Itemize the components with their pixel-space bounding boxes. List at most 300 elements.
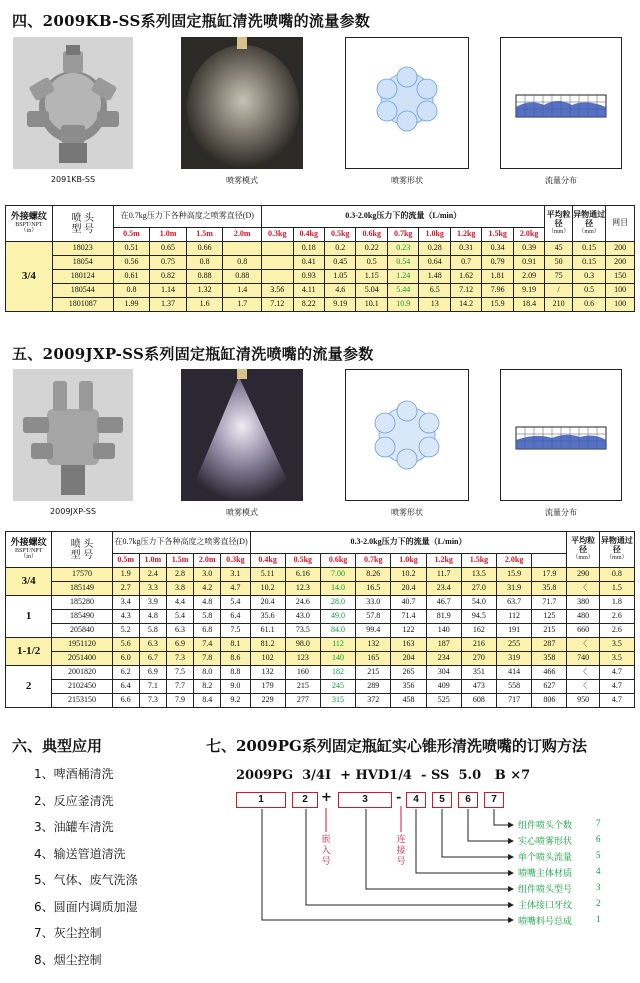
flow-cell: 10.1 [356,298,387,312]
flow-cell: 0.5 [356,256,387,270]
table-row [6,270,635,284]
pressure-col-6: 1.2kg [426,554,461,568]
value-cell: 1.9 [112,568,139,582]
spray-pattern-photo-2 [181,369,303,501]
application-list [34,765,138,977]
section6-title: 六、典型应用 [12,737,103,755]
legend-index: 6 [596,834,601,844]
flow-cell: 0.41 [293,256,324,270]
value-cell: 627 [532,680,567,694]
value-cell: 43.0 [285,610,320,624]
value-cell: 17.9 [532,568,567,582]
order-box-4: 4 [406,792,426,808]
value-cell: 4.8 [139,610,166,624]
diameter-cell: 0.8 [186,256,223,270]
value-cell: 7.5 [166,666,193,680]
value-cell: 5.8 [194,610,221,624]
value-cell: 13.5 [461,568,496,582]
diameter-cell: 1.37 [150,298,187,312]
flow-cell: 1.15 [356,270,387,284]
model-cell: 2153150 [52,694,112,708]
thread-value: 3/4 [6,568,52,596]
value-cell: 9.2 [221,694,250,708]
value-cell: 81.2 [250,638,285,652]
value-cell: 2.7 [112,582,139,596]
value-cell: 351 [461,666,496,680]
value-cell: 289 [356,680,391,694]
value-cell: 98.0 [285,638,320,652]
height-col-1: 1.0m [150,228,187,242]
list-item: 8、烟尘控制 [34,952,102,967]
value-cell: 6.0 [112,652,139,666]
mesh-cell: 200 [606,256,635,270]
value-cell: 525 [426,694,461,708]
value-cell: 73.5 [285,624,320,638]
nozzle-kb-photo [13,37,133,169]
flow-cell: 1.81 [482,270,513,284]
passage-cell: 1.5 [599,582,634,596]
value-cell: 4.4 [166,596,193,610]
model-cell: 205840 [52,624,112,638]
value-cell: 229 [250,694,285,708]
table-row [6,610,635,624]
spray-pattern-photo [181,37,303,169]
flow-cell: 0.91 [513,256,545,270]
passage-header: 异物通过径 （mm） [572,206,606,242]
caption-flow-dist: 流量分布 [545,176,577,185]
model-cell: 180124 [52,270,113,284]
section5-flow-table [5,531,635,708]
nozzle-jxp-photo [13,369,133,501]
pressure-col-0: 0.3kg [221,554,250,568]
value-cell: 5.4 [166,610,193,624]
value-cell: 102 [250,652,285,666]
flow-cell: 0.18 [293,242,324,256]
value-cell: 182 [320,666,355,680]
dash-sign: - [396,790,402,805]
table-row [6,596,635,610]
value-cell: 7.7 [166,680,193,694]
legend-index: 1 [596,914,601,924]
table-row [6,624,635,638]
passage-cell: 0.15 [572,242,606,256]
section5-title: 五、2009JXP-SS系列固定瓶缸清洗喷嘴的流量参数 [12,345,374,363]
list-item: 7、灰尘控制 [34,926,102,940]
value-cell: 8.1 [221,638,250,652]
pressure-col-8: 2.0kg [497,554,532,568]
flow-cell: 0.22 [356,242,387,256]
passage-cell: 4.7 [599,680,634,694]
diameter-cell: 0.8 [223,256,262,270]
value-cell: 6.3 [139,638,166,652]
passage-cell: 0.3 [572,270,606,284]
value-cell: 6.9 [166,638,193,652]
flow-cell: 1.05 [325,270,356,284]
order-code: 2009PG 3/4I + HVD1/4 - SS 5.0 B ×7 [236,768,531,783]
pressure-col-5: 1.0kg [391,554,426,568]
value-cell: 215 [285,680,320,694]
value-cell: 8.4 [194,694,221,708]
value-cell: 358 [532,652,567,666]
size-cell: 〈 [567,638,599,652]
diameter-cell: 0.8 [113,284,150,298]
table-row [6,666,635,680]
value-cell: 6.4 [221,610,250,624]
list-item: 5、气体、废气洗涤 [34,873,138,887]
caption-spray-mode-2: 喷雾模式 [226,508,258,517]
legend-label: 组件喷头个数 [518,821,573,831]
diameter-cell: 1.99 [113,298,150,312]
height-col-2: 1.5m [166,554,193,568]
value-cell: 4.3 [112,610,139,624]
flow-cell: 18.4 [513,298,545,312]
diameter-cell: 0.61 [113,270,150,284]
flow-cell: 0.54 [387,256,418,270]
pressure-col-7: 1.5kg [482,228,513,242]
model-cell: 2001820 [52,666,112,680]
embed-number-label: 嵌入号 [321,835,331,867]
diameter-header-2: 在0.7kg压力下各种高度之喷雾直径(D) [112,532,250,554]
height-col-2: 1.5m [186,228,223,242]
passage-cell: 3.5 [599,652,634,666]
flow-cell: 13 [419,298,450,312]
value-cell: 49.0 [320,610,355,624]
value-cell: 270 [461,652,496,666]
model-cell: 2102450 [52,680,112,694]
value-cell: 81.9 [426,610,461,624]
value-cell: 6.3 [166,624,193,638]
value-cell: 414 [497,666,532,680]
value-cell: 473 [461,680,496,694]
legend-index: 2 [596,898,601,908]
flow-cell: 0.79 [482,256,513,270]
value-cell: 31.9 [497,582,532,596]
value-cell: 23.4 [426,582,461,596]
thread-header: 外接螺纹 BSPT/NPT （in） [6,206,53,242]
value-cell: 7.1 [139,680,166,694]
model-cell: 18054 [52,256,113,270]
size-cell: 950 [567,694,599,708]
pressure-col-4: 0.7kg [356,554,391,568]
value-cell: 112 [320,638,355,652]
value-cell: 215 [356,666,391,680]
value-cell: 234 [426,652,461,666]
flow-cell: 5.44 [387,284,418,298]
thread-value: 3/4 [6,242,53,312]
size-cell: 480 [567,610,599,624]
model-cell: 1801087 [52,298,113,312]
passage-cell: 0.8 [599,568,634,582]
value-cell: 8.8 [221,666,250,680]
value-cell: 8.6 [221,652,250,666]
flow-cell: 7.12 [262,298,293,312]
pressure-col-5: 1.0kg [419,228,450,242]
pressure-col-3: 0.6kg [356,228,387,242]
legend-label: 单个喷头流量 [518,853,573,863]
flow-cell: 1.24 [387,270,418,284]
value-cell: 7.5 [221,624,250,638]
value-cell: 191 [497,624,532,638]
value-cell: 160 [285,666,320,680]
caption-product-2: 2009JXP-SS [50,507,96,516]
size-cell: 〈 [567,666,599,680]
droplet-size-header: 平均粒径 （mm） [545,206,572,242]
mesh-cell: 100 [606,284,635,298]
list-item: 1、啤酒桶清洗 [34,767,114,781]
value-cell: 61.1 [250,624,285,638]
value-cell: 162 [461,624,496,638]
table-row [6,568,635,582]
value-cell: 3.9 [139,596,166,610]
value-cell: 6.4 [112,680,139,694]
value-cell: 5.2 [112,624,139,638]
section7-title: 七、2009PG系列固定瓶缸实心锥形清洗喷嘴的订购方法 [206,737,587,755]
caption-flow-dist-2: 流量分布 [545,508,577,517]
flow-cell: 4.6 [325,284,356,298]
plus-sign: + [321,790,332,805]
flow-cell: 3.56 [262,284,293,298]
value-cell: 4.7 [221,582,250,596]
value-cell: 6.8 [194,624,221,638]
droplet-size-header-2: 平均粒径 （mm） [567,532,599,568]
diameter-cell: 0.66 [186,242,223,256]
value-cell: 356 [391,680,426,694]
flow-cell: 9.19 [325,298,356,312]
thread-header-2: 外接螺纹 BSPT/NPT （in） [6,532,52,568]
value-cell: 112 [497,610,532,624]
value-cell: 57.8 [356,610,391,624]
passage-cell: 0.15 [572,256,606,270]
table-row [6,694,635,708]
flow-cell: 0.28 [419,242,450,256]
thread-value: 1-1/2 [6,638,52,666]
table-row [6,638,635,652]
order-box-5: 5 [432,792,452,808]
value-cell: 12.3 [285,582,320,596]
value-cell: 8.26 [356,568,391,582]
legend-label: 实心喷雾形状 [518,837,573,847]
pressure-col-8: 2.0kg [513,228,545,242]
size-cell: 740 [567,652,599,666]
value-cell: 4.8 [194,596,221,610]
value-cell: 11.7 [426,568,461,582]
value-cell: 187 [426,638,461,652]
flow-cell: 9.19 [513,284,545,298]
value-cell: 6.7 [139,652,166,666]
value-cell: 315 [320,694,355,708]
flow-cell: 2.09 [513,270,545,284]
size-cell: 45 [545,242,572,256]
size-cell: / [545,284,572,298]
value-cell: 7.00 [320,568,355,582]
value-cell: 6.2 [112,666,139,680]
flow-cell: 1.48 [419,270,450,284]
value-cell: 14.0 [320,582,355,596]
value-cell: 46.7 [426,596,461,610]
model-cell: 180544 [52,284,113,298]
value-cell: 6.9 [139,666,166,680]
value-cell: 717 [497,694,532,708]
diameter-cell: 0.82 [150,270,187,284]
value-cell: 71.7 [532,596,567,610]
model-header-2: 喷 头 型 号 [52,532,112,568]
pressure-col-4: 0.7kg [387,228,418,242]
value-cell: 3.3 [139,582,166,596]
value-cell: 84.0 [320,624,355,638]
value-cell: 5.6 [112,638,139,652]
diameter-cell [223,242,262,256]
height-col-0: 0.5m [113,228,150,242]
size-cell: 660 [567,624,599,638]
value-cell: 3.4 [112,596,139,610]
value-cell: 179 [250,680,285,694]
flow-cell [262,256,293,270]
diameter-cell: 1.6 [186,298,223,312]
value-cell: 8.2 [194,680,221,694]
value-cell: 608 [461,694,496,708]
model-cell: 17570 [52,568,112,582]
diameter-cell: 1.32 [186,284,223,298]
value-cell: 125 [532,610,567,624]
mesh-cell: 150 [606,270,635,284]
diameter-cell: 0.88 [223,270,262,284]
value-cell: 10.2 [250,582,285,596]
legend-label: 喷嘴料号总成 [518,917,573,927]
value-cell: 15.9 [497,568,532,582]
flow-cell: 0.39 [513,242,545,256]
value-cell: 123 [285,652,320,666]
list-item: 4、输送管道清洗 [34,846,126,861]
value-cell: 8.0 [194,666,221,680]
flow-cell: 8.22 [293,298,324,312]
pressure-col-6: 1.2kg [450,228,481,242]
diameter-cell: 0.51 [113,242,150,256]
size-cell: 290 [567,568,599,582]
pressure-col-0: 0.3kg [262,228,293,242]
caption-spray-mode: 喷雾模式 [226,176,258,185]
value-cell: 35.8 [532,582,567,596]
value-cell: 319 [497,652,532,666]
value-cell: 466 [532,666,567,680]
order-box-2: 2 [292,792,318,808]
caption-spray-shape-2: 喷雾形状 [391,508,423,517]
model-cell: 185149 [52,582,112,596]
table-row [6,652,635,666]
diameter-cell: 0.75 [150,256,187,270]
legend-index: 3 [596,882,601,892]
thread-value: 2 [6,666,52,708]
value-cell: 5.11 [250,568,285,582]
value-cell: 245 [320,680,355,694]
legend-label: 组件喷头型号 [518,885,573,895]
legend-label: 喷嘴主体材质 [518,869,573,879]
order-box-3: 3 [338,792,392,808]
value-cell: 132 [356,638,391,652]
value-cell: 7.3 [139,694,166,708]
section4-flow-table [5,205,635,312]
ordering-diagram [226,768,626,968]
value-cell: 7.4 [194,638,221,652]
value-cell: 27.0 [461,582,496,596]
flow-cell: 5.04 [356,284,387,298]
value-cell: 5.8 [139,624,166,638]
value-cell: 3.0 [194,568,221,582]
flow-cell: 0.2 [325,242,356,256]
size-cell: 380 [567,596,599,610]
flow-cell: 7.96 [482,284,513,298]
flow-cell [262,242,293,256]
flow-header: 0.3-2.0kg压力下的流量（L/min） [262,206,545,228]
thread-value: 1 [6,596,52,638]
spray-shape-diagram-2 [345,369,469,501]
mesh-cell: 100 [606,298,635,312]
flow-cell: 10.9 [387,298,418,312]
pressure-col-2: 0.5kg [325,228,356,242]
height-col-3: 2.0m [223,228,262,242]
flow-cell: 0.31 [450,242,481,256]
flow-cell: 14.2 [450,298,481,312]
height-col-0: 0.5m [112,554,139,568]
list-item: 6、圆面内调质加湿 [34,899,138,914]
table-row [6,284,635,298]
value-cell: 35.6 [250,610,285,624]
caption-product: 2091KB-SS [50,175,96,184]
value-cell: 165 [356,652,391,666]
value-cell: 140 [426,624,461,638]
caption-spray-shape: 喷雾形状 [391,176,423,185]
legend-index: 7 [596,818,601,828]
value-cell: 71.4 [391,610,426,624]
value-cell: 3.8 [166,582,193,596]
table-row [6,256,635,270]
value-cell: 54.0 [461,596,496,610]
value-cell: 33.0 [356,596,391,610]
flow-cell: 15.9 [482,298,513,312]
value-cell: 40.7 [391,596,426,610]
passage-cell: 4.7 [599,694,634,708]
passage-cell: 0.5 [572,284,606,298]
value-cell: 7.9 [166,694,193,708]
value-cell: 277 [285,694,320,708]
value-cell: 9.0 [221,680,250,694]
value-cell: 24.6 [285,596,320,610]
legend-label: 主体接口牙纹 [518,901,573,911]
value-cell: 28.0 [320,596,355,610]
value-cell: 10.2 [391,568,426,582]
value-cell: 372 [356,694,391,708]
passage-cell: 2.6 [599,624,634,638]
table-row [6,582,635,596]
flow-cell: 1.62 [450,270,481,284]
model-cell: 185280 [52,596,112,610]
value-cell: 122 [391,624,426,638]
pressure-col-1: 0.4kg [293,228,324,242]
flow-cell: 0.64 [419,256,450,270]
order-box-6: 6 [458,792,478,808]
value-cell: 4.2 [194,582,221,596]
size-cell: 〈 [567,680,599,694]
flow-cell: 4.11 [293,284,324,298]
value-cell: 132 [250,666,285,680]
flow-cell [262,270,293,284]
section4-title: 四、2009KB-SS系列固定瓶缸清洗喷嘴的流量参数 [12,12,371,30]
value-cell: 409 [426,680,461,694]
flow-cell: 7.12 [450,284,481,298]
value-cell: 20.4 [391,582,426,596]
size-cell: 〈 [567,582,599,596]
flow-cell: 0.34 [482,242,513,256]
pressure-col-7: 1.5kg [461,554,496,568]
